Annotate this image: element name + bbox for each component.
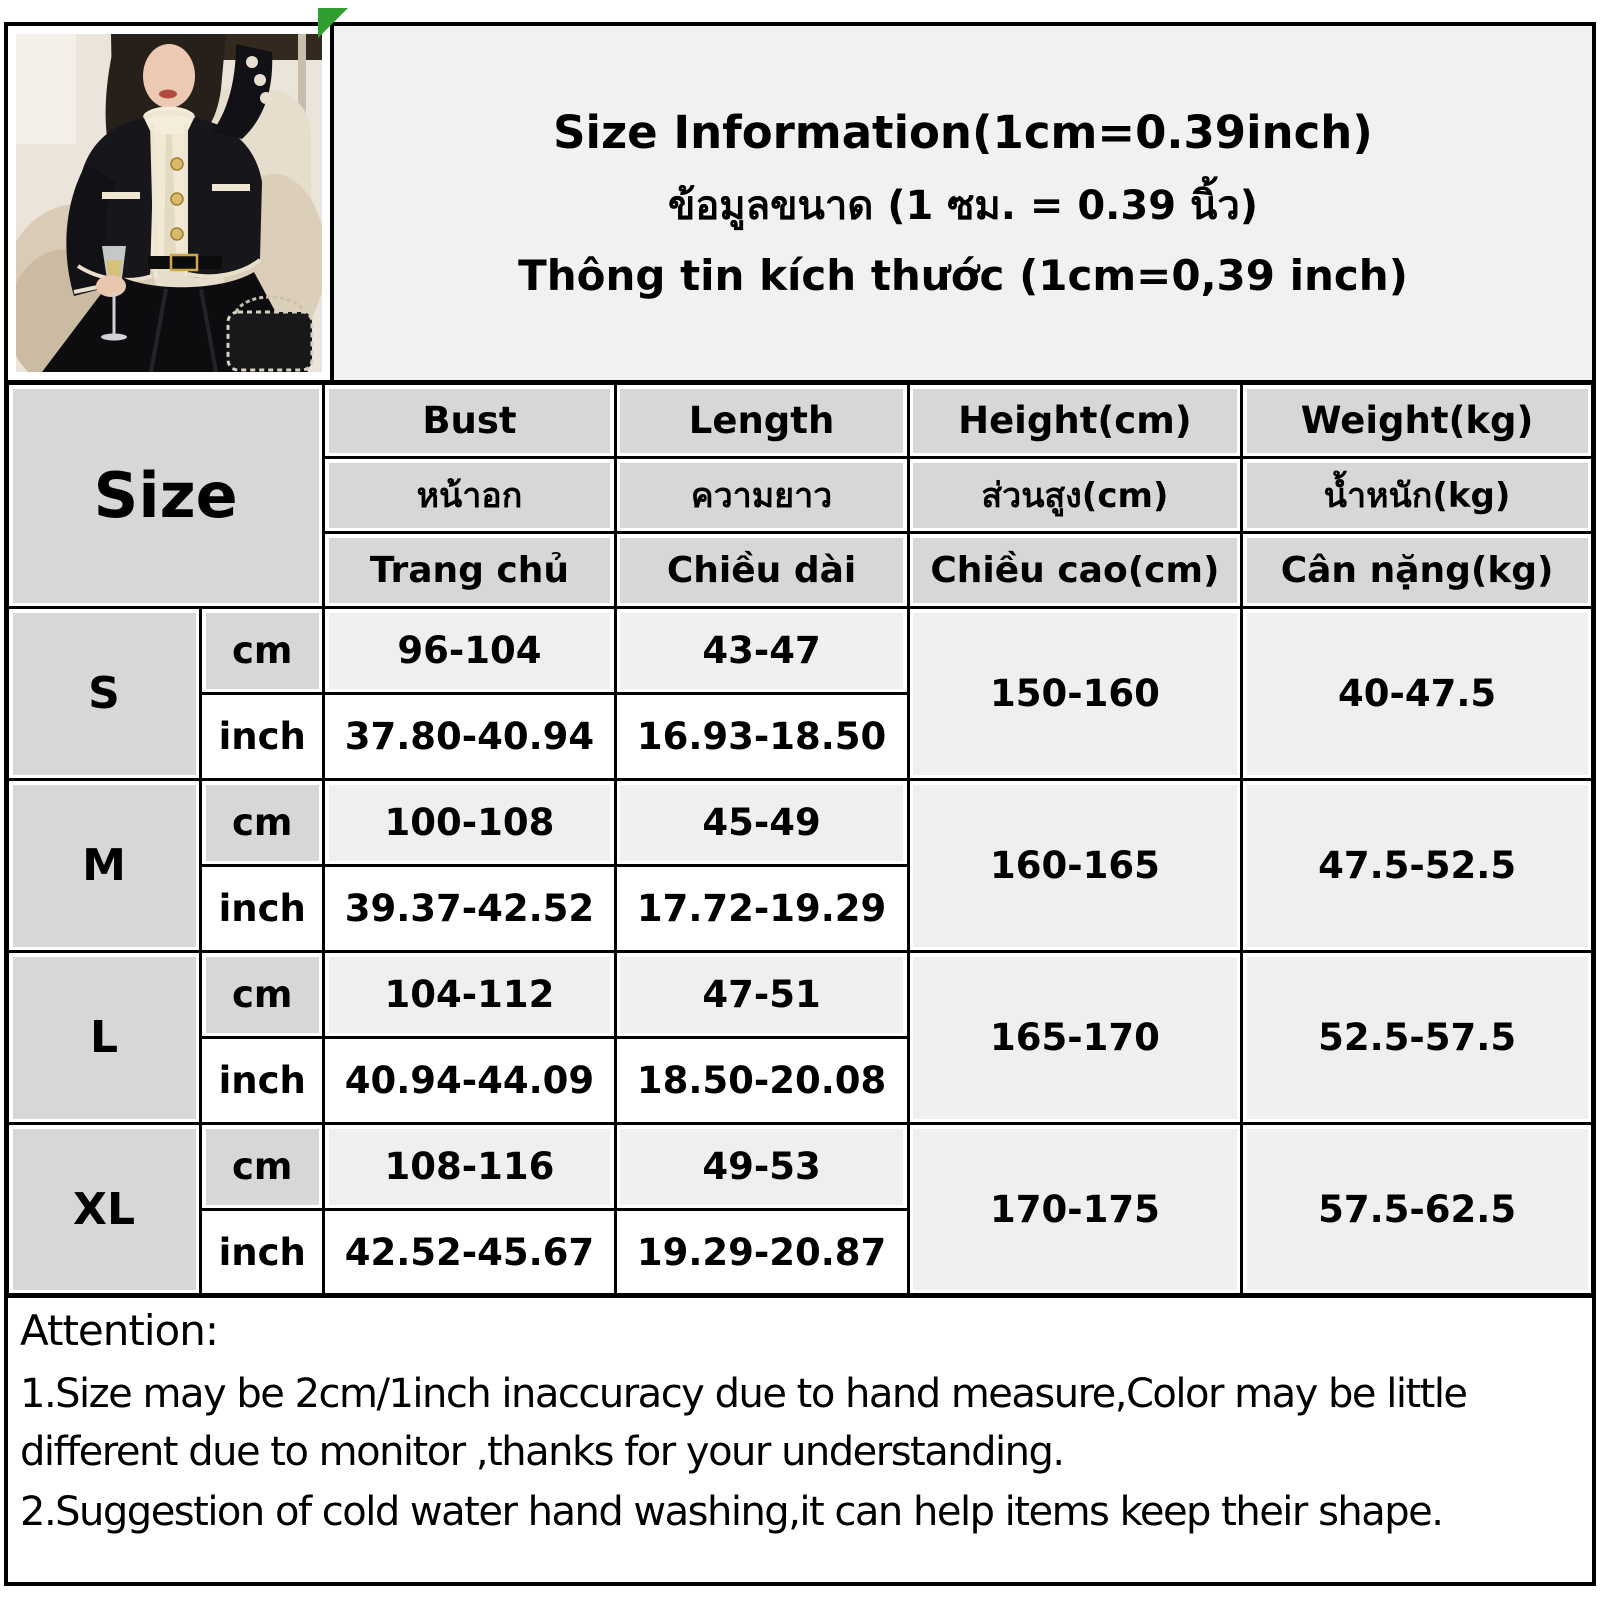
attention-note-2: 2.Suggestion of cold water hand washing,it can help items keep their shape. [20, 1489, 1443, 1535]
weight-s: 40-47.5 [1242, 608, 1594, 780]
table-row-m-cm [7, 780, 1594, 866]
table-row-l-cm [7, 952, 1594, 1038]
col-header-weight-en: Weight(kg) [1242, 383, 1594, 458]
col-header-weight-th: น้ำหนัก(kg) [1242, 458, 1594, 533]
size-chart-page [4, 22, 1596, 1586]
attention-note-1: 1.Size may be 2cm/1inch inaccuracy due to hand measure,Color may be little different due to monitor ,thanks for your understanding. [20, 1371, 1467, 1475]
bust-cm-m: 100-108 [324, 780, 615, 866]
green-corner-marker [318, 8, 348, 38]
unit-cell-inch: inch [201, 694, 324, 780]
height-xl: 170-175 [908, 1124, 1242, 1296]
size-table [4, 380, 1596, 1298]
length-cm-m: 45-49 [615, 780, 908, 866]
unit-cell-inch: inch [201, 1038, 324, 1124]
bust-inch-l: 40.94-44.09 [324, 1038, 615, 1124]
bust-inch-s: 37.80-40.94 [324, 694, 615, 780]
product-photo [4, 22, 334, 384]
title-english: Size Information(1cm=0.39inch) [553, 106, 1373, 159]
size-header-cell: Size [7, 383, 324, 608]
col-header-bust-th: หน้าอก [324, 458, 615, 533]
col-header-length-vi: Chiều dài [615, 533, 908, 608]
size-cell-l: L [7, 952, 201, 1124]
col-header-height-vi: Chiều cao(cm) [908, 533, 1242, 608]
weight-xl: 57.5-62.5 [1242, 1124, 1594, 1296]
col-header-height-en: Height(cm) [908, 383, 1242, 458]
col-header-bust-vi: Trang chủ [324, 533, 615, 608]
unit-cell-cm: cm [201, 608, 324, 694]
length-inch-xl: 19.29-20.87 [615, 1210, 908, 1296]
bust-inch-m: 39.37-42.52 [324, 866, 615, 952]
unit-cell-inch: inch [201, 866, 324, 952]
length-cm-s: 43-47 [615, 608, 908, 694]
unit-cell-cm: cm [201, 1124, 324, 1210]
product-photo-illustration [16, 34, 322, 372]
height-s: 150-160 [908, 608, 1242, 780]
attention-notes [4, 1294, 1596, 1586]
title-block [334, 22, 1596, 384]
size-cell-xl: XL [7, 1124, 201, 1296]
size-cell-s: S [7, 608, 201, 780]
weight-l: 52.5-57.5 [1242, 952, 1594, 1124]
col-header-length-th: ความยาว [615, 458, 908, 533]
length-inch-s: 16.93-18.50 [615, 694, 908, 780]
top-section [4, 22, 1596, 384]
size-cell-m: M [7, 780, 201, 952]
col-header-height-th: ส่วนสูง(cm) [908, 458, 1242, 533]
col-header-weight-vi: Cân nặng(kg) [1242, 533, 1594, 608]
length-cm-xl: 49-53 [615, 1124, 908, 1210]
attention-heading: Attention: [20, 1306, 218, 1355]
length-inch-l: 18.50-20.08 [615, 1038, 908, 1124]
height-l: 165-170 [908, 952, 1242, 1124]
col-header-length-en: Length [615, 383, 908, 458]
bust-cm-s: 96-104 [324, 608, 615, 694]
bust-inch-xl: 42.52-45.67 [324, 1210, 615, 1296]
length-cm-l: 47-51 [615, 952, 908, 1038]
unit-cell-cm: cm [201, 952, 324, 1038]
col-header-bust-en: Bust [324, 383, 615, 458]
table-row-xl-cm [7, 1124, 1594, 1210]
title-vietnamese: Thông tin kích thước (1cm=0,39 inch) [518, 251, 1408, 300]
table-row-s-cm [7, 608, 1594, 694]
bust-cm-xl: 108-116 [324, 1124, 615, 1210]
bust-cm-l: 104-112 [324, 952, 615, 1038]
unit-cell-inch: inch [201, 1210, 324, 1296]
height-m: 160-165 [908, 780, 1242, 952]
weight-m: 47.5-52.5 [1242, 780, 1594, 952]
header-row-english [7, 383, 1594, 458]
unit-cell-cm: cm [201, 780, 324, 866]
title-thai: ข้อมูลขนาด (1 ซม. = 0.39 นิ้ว) [667, 183, 1259, 229]
length-inch-m: 17.72-19.29 [615, 866, 908, 952]
